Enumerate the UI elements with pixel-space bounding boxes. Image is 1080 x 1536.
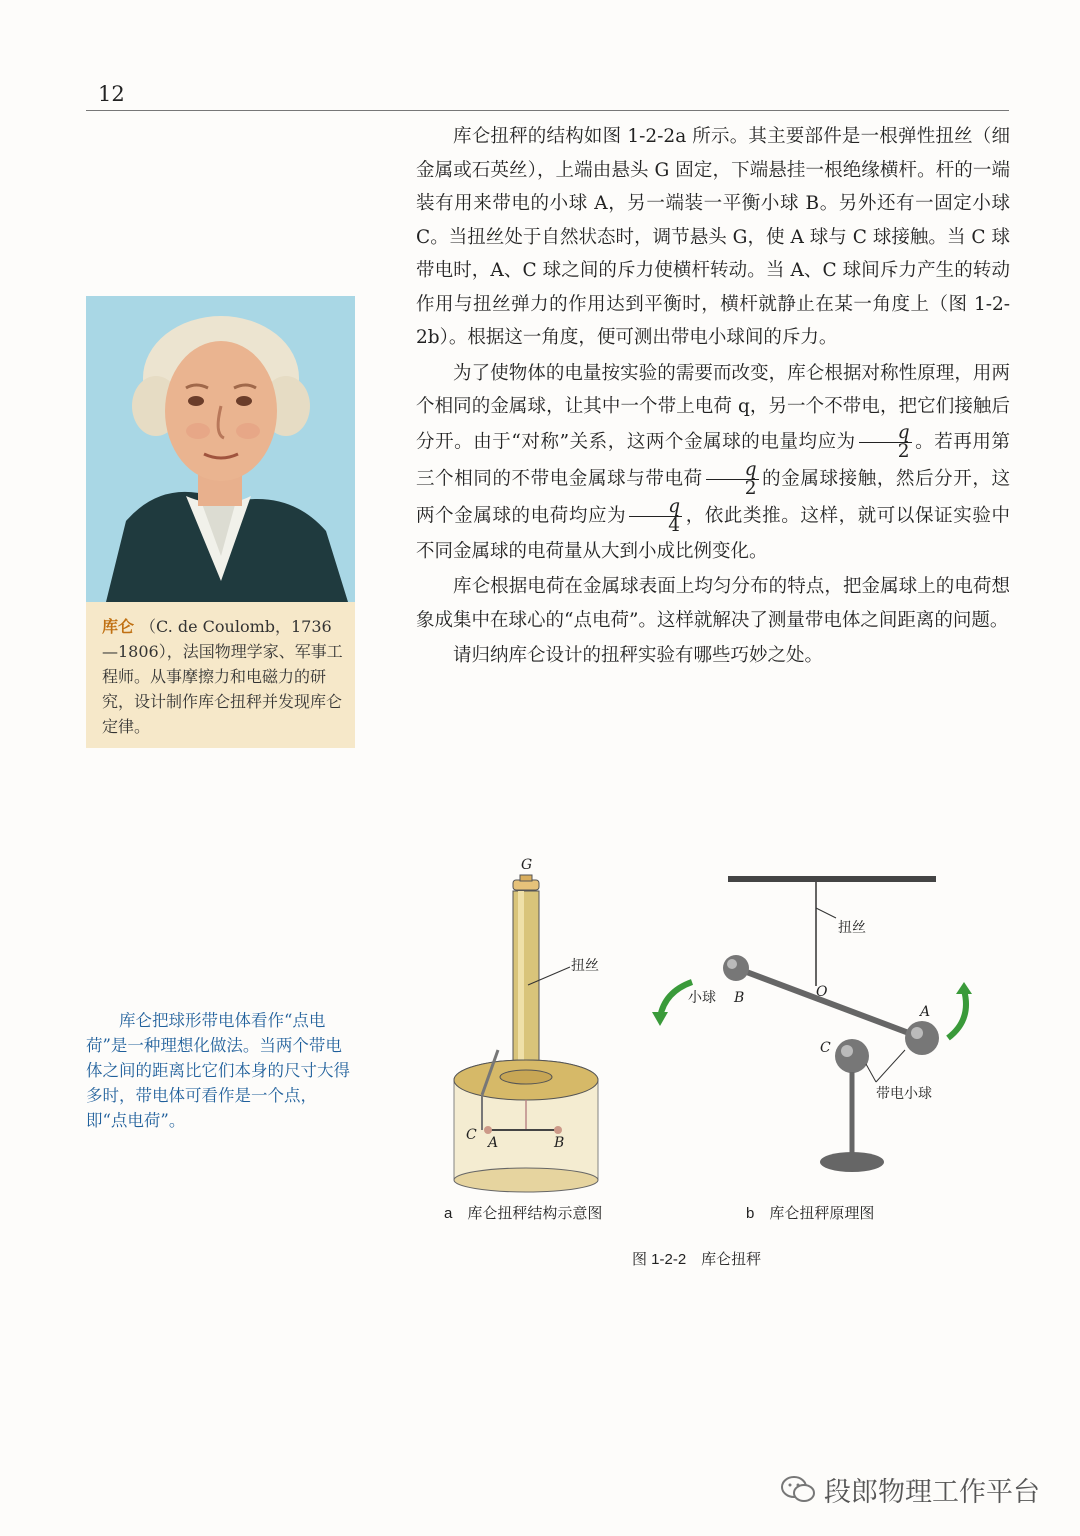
fraction-numerator: q [859,424,912,443]
fraction-denominator: 2 [744,477,757,499]
caption-figure-b: b 库仑扭秤原理图 [746,1205,875,1222]
fraction-denominator: 2 [897,440,910,462]
figure-main-caption: 图 1-2-2 库仑扭秤 [632,1251,762,1268]
fraction-numerator: q [706,461,759,480]
figure-b-torsion-balance-principle [640,860,980,1190]
fraction-q-over-2 [859,421,912,462]
paragraph-2-part-b: 。若再用第三个相同的不带电金属球与带电荷 [416,431,1010,489]
side-note-point-charge: 库仑把球形带电体看作“点电荷”是一种理想化做法。当两个带电体之间的距离比它们本身的尺寸大得多时，带电体可看作是一个点，即“点电荷”。 [86,1011,350,1130]
paragraph-1: 库仑扭秤的结构如图 1-2-2a 所示。其主要部件是一根弹性扭丝（细金属或石英丝），上端由悬头 G 固定，下端悬挂一根绝缘横杆。杆的一端装有用来带电的小球 A，另一端装一平衡小球 B。另外还有一固定小球 C。当扭丝处于自然状态时，调节悬头 G，使 A 球与 C 球接触。当 C 球带电时，A、C 球之间的斥力使横杆转动。当 A、C 球间斥力产生的转动作用与扭丝弹力的作用达到平衡时，横杆就静止在某一角度上（图 1-2-2b）。根据这一角度，便可测出带电小球间的斥力。 [416,126,1010,348]
caption-figure-a: a 库仑扭秤结构示意图 [444,1205,603,1222]
wechat-icon [780,1475,816,1505]
fraction-numerator: q [629,498,682,517]
paragraph-2-part-a: 为了使物体的电量按实验的需要而改变，库仑根据对称性原理，用两个相同的金属球，让其中一个带上电荷 q，另一个不带电，把它们接触后分开。由于“对称”关系，这两个金属球的电量均应为 [416,362,1010,452]
figure-a-torsion-balance-structure [448,855,628,1195]
question-prompt: 请归纳库仑设计的扭秤实验有哪些巧妙之处。 [453,645,824,666]
label-B-a: B [554,1135,565,1151]
page-number: 12 [98,82,125,106]
main-text [416,120,1010,675]
paragraph-2-part-d: ，依此类推。这样，就可以保证实验中不同金属球的电荷量从大到小成比例变化。 [416,505,1010,562]
paragraph-2-part-c: 的金属球接触，然后分开，这两个金属球的电荷均应为 [416,468,1010,526]
label-C-b: C [820,1040,831,1056]
label-wire-b: 扭丝 [838,920,866,936]
watermark [780,1470,1040,1509]
portrait-caption [86,602,355,748]
coulomb-portrait [86,296,355,602]
watermark-text: 段郎物理工作平台 [824,1477,1040,1508]
label-small-ball: 小球 [688,990,716,1006]
label-B-b: B [734,990,745,1006]
caption-name: 库仑 [102,617,135,636]
label-O: O [816,984,828,1000]
label-charged-ball: 带电小球 [876,1086,932,1102]
header-rule [86,110,1009,111]
label-G: G [521,857,533,873]
label-C-a: C [466,1127,477,1143]
caption-text: （C. de Coulomb，1736—1806），法国物理学家、军事工程师。从事摩擦力和电磁力的研究，设计制作库仑扭秤并发现库仑定律。 [102,617,343,736]
fraction-q-over-2 [706,458,759,499]
fraction-q-over-4 [629,495,682,536]
paragraph-3: 库仑根据电荷在金属球表面上均匀分布的特点，把金属球上的电荷想象成集中在球心的“点电荷”。这样就解决了测量带电体之间距离的问题。 [416,576,1010,631]
paragraph-2 [416,357,1010,569]
label-A-b: A [920,1004,931,1020]
fraction-denominator: 4 [668,514,681,536]
label-wire-a: 扭丝 [571,958,599,974]
label-A-a: A [488,1135,499,1151]
